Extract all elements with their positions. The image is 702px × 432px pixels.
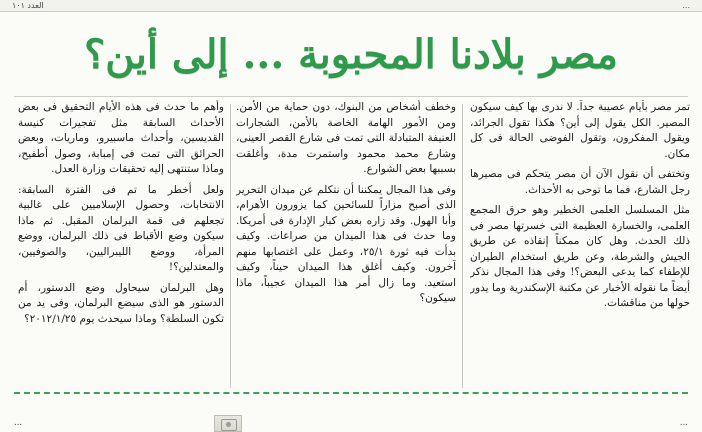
column-divider-2 <box>230 104 231 388</box>
bottom-left-text: ... <box>679 418 688 428</box>
article-column-2 <box>236 100 456 390</box>
column-1-paragraph-3: مثل المسلسل العلمى الخطير وهو حرق المجمع العلمى، والخسارة العظيمة التى خسرتها مصر فى ذلك الحدث. وهل كان ممكناً إنقاذه عن طريق الجيش والشرطة، وعن طريق استخدام الطيران للإطفاء كما يدعى البعض؟! وفى هذا المجال نذكر أيضاً ما نقوله الأخبار عن مكتبة الإسكندرية وما يدور حولها من مناقشات. <box>470 204 690 309</box>
column-1-paragraph-1: تمر مصر بأيام عصيبة جداً. لا ندرى بها كيف سيكون المصير. الكل يقول إلى أين؟ هكذا تقول الجرائد، ويقول المفكرون، وتقول الفوضى الحالة فى كل مكان. <box>470 101 690 160</box>
column-2-paragraph-2: وفى هذا المجال يمكننا أن نتكلم عن ميدان التحرير الذى أصبح مزاراً للسائحين كما يزورون الأهرام، وأبا الهول. وقد زاره بعض كبار الإدارة فى أمريكا. وما حدث فى هذا الميدان من صراعات. وكيف بدأت فيه ثورة ٢٥/١، وعمل على اغتصابها منهم آخرون. وكيف أغلق هذا الميدان حيناً، وكيف استعيد. وما زال أمر هذا الميدان عجيباً، ماذا سيكون؟ <box>236 183 456 304</box>
article-column-1 <box>470 100 690 390</box>
column-1-paragraph-2: وتختفى أن نقول الآن أن مصر يتحكم فى مصيرها رجل الشارع، فما ما توحى به الأحداث. <box>470 168 690 196</box>
headline-divider <box>14 96 688 97</box>
top-strip-right: العدد ١٠١ <box>12 1 44 10</box>
green-dotted-divider <box>14 392 688 414</box>
column-2-paragraph-1: وخطف أشخاص من البنوك، دون حماية من الأمن. ومن الأمور الهامة الخاصة بالأمن، الشجارات العنيفة المتبادلة التى تمت فى شارع القصر العينى، وشارع محمد محمود واستمرت مدة، وأغلقت بسببها بعض الشوارع. <box>236 101 456 175</box>
bottom-bar <box>14 414 688 432</box>
column-divider-1 <box>462 104 463 388</box>
bottom-right-text: ... <box>14 418 23 428</box>
photo-placeholder <box>214 415 242 432</box>
article-headline: مصر بلادنا المحبوبة ... إلى أين؟ <box>84 31 618 78</box>
article-column-3 <box>18 100 224 390</box>
image-icon <box>221 419 237 431</box>
column-3-paragraph-2: ولعل أخطر ما تم فى الفترة السابقة: الانتخابات، وحصول الإسلاميين على غالبية تجعلهم فى قمة البرلمان المقبل. ثم ماذا سيكون وضع الأقباط فى ذلك البرلمان، ووضع المرأة، ووضع الليبراليين، والصوفيين، والمعتدلين؟! <box>18 183 224 273</box>
top-strip <box>0 0 702 12</box>
top-strip-left: ... <box>682 1 690 10</box>
column-3-paragraph-1: وأهم ما حدث فى هذه الأيام التحقيق فى بعض الأحداث السابقة مثل تفجيرات كنيسة القديسين، وأحداث ماسبيرو، وماريات، وبعض الحرائق التى تمت فى إمبابة، وصول أطفيح، وماذا ستنتهى إليه تحقيقات وزارة العدل. <box>18 101 224 175</box>
column-3-paragraph-3: وهل البرلمان سيحاول وضع الدستور، أم الدستور هو الذى سيضع البرلمان، وفى يد من تكون السلطة؟ وماذا سيحدث يوم ٢٠١٢/١/٢٥؟ <box>18 281 224 325</box>
